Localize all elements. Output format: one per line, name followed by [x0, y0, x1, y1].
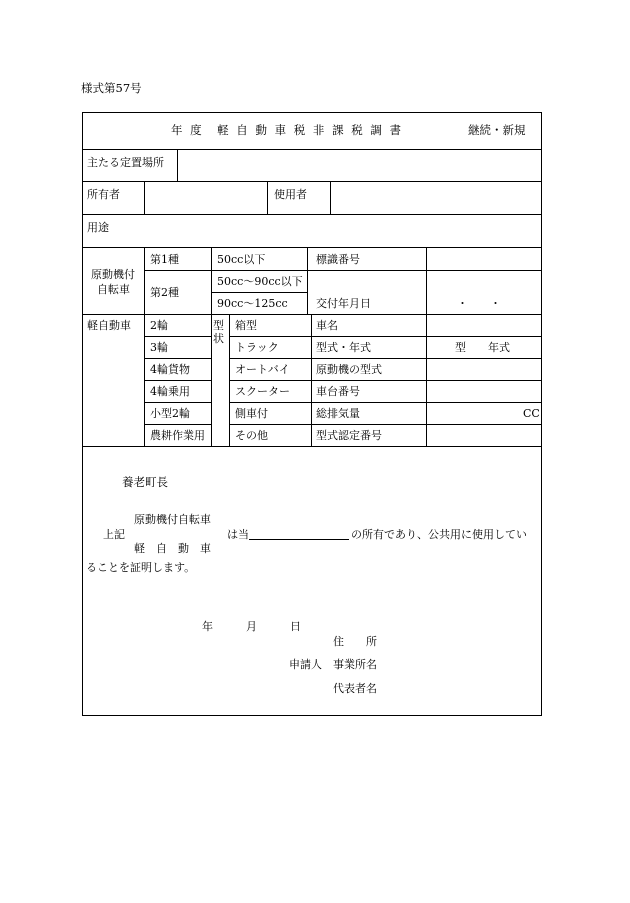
rule — [229, 402, 542, 403]
cert-text-part2: の所有であり、公共用に使用してい — [351, 528, 527, 541]
issue-date-label: 交付年月日 — [316, 297, 371, 310]
vehicle-item-label: 型式認定番号 — [316, 429, 382, 442]
rule — [177, 149, 178, 181]
wheel-type: 4輪貨物 — [150, 363, 190, 376]
rule — [229, 424, 542, 425]
addressee: 養老町長 — [122, 475, 168, 489]
form-title: 年 度 軽 自 動 車 税 非 課 税 調 書 — [171, 123, 404, 137]
rule — [144, 358, 212, 359]
purpose-label: 用途 — [87, 221, 109, 234]
rule — [82, 149, 542, 150]
vehicle-item-label: 総排気量 — [316, 407, 360, 420]
date-line: 年 月 日 — [202, 620, 301, 633]
rule — [82, 214, 542, 215]
owner-label: 所有者 — [87, 188, 120, 201]
rule — [144, 402, 212, 403]
rule — [229, 380, 542, 381]
applicant-label: 申請人 — [289, 658, 322, 671]
rule — [144, 380, 212, 381]
rule — [82, 181, 542, 182]
model-year-value: 型 年式 — [455, 341, 510, 354]
vehicle-item-label: 車台番号 — [316, 385, 360, 398]
rule — [330, 181, 331, 214]
body-shape: オートバイ — [235, 363, 290, 376]
rule — [211, 292, 307, 293]
vehicle-item-label: 車名 — [316, 319, 338, 332]
rule — [229, 336, 542, 337]
location-label: 主たる定置場所 — [87, 156, 164, 169]
rule — [144, 181, 145, 214]
plate-number-label: 標識番号 — [316, 253, 360, 266]
cert-text-line2: ることを証明します。 — [86, 561, 196, 574]
wheel-type: 農耕作業用 — [150, 429, 205, 442]
office-name-label: 事業所名 — [333, 658, 377, 671]
issue-date-value: ・ ・ — [457, 297, 501, 310]
body-shape: その他 — [235, 429, 268, 442]
rule — [307, 247, 308, 314]
moped-cc1: 50cc以下 — [217, 253, 266, 266]
user-label: 使用者 — [274, 188, 307, 201]
cert-text-part1: は当 — [227, 528, 249, 541]
wheel-type: 3輪 — [150, 341, 168, 354]
body-shape: 側車付 — [235, 407, 268, 420]
moped-label-line1: 原動機付 — [91, 268, 135, 281]
rule — [144, 247, 145, 446]
form-type-option: 継続・新規 — [468, 123, 526, 137]
vehicle-type-moped: 原動機付自転車 — [134, 513, 211, 526]
rule — [426, 247, 427, 446]
rule — [82, 247, 542, 248]
body-shape: トラック — [235, 341, 279, 354]
representative-label: 代表者名 — [333, 682, 377, 695]
vehicle-type-light: 軽 自 動 車 — [134, 542, 211, 555]
wheel-type: 小型2輪 — [150, 407, 190, 420]
vehicle-item-label: 型式・年式 — [316, 341, 371, 354]
displacement-unit: CC — [523, 407, 540, 420]
rule — [144, 336, 212, 337]
rule — [267, 181, 268, 214]
wheel-type: 4輪乗用 — [150, 385, 190, 398]
owner-name-blank — [249, 539, 349, 540]
rule — [229, 358, 542, 359]
shape-label-2: 状 — [213, 332, 224, 345]
light-vehicle-label: 軽自動車 — [87, 319, 131, 332]
body-shape: 箱型 — [235, 319, 257, 332]
jouki-label: 上記 — [103, 528, 125, 541]
moped-cc3: 90cc～125cc — [217, 297, 288, 310]
address-label: 住 所 — [333, 635, 377, 648]
moped-class1: 第1種 — [150, 253, 179, 266]
wheel-type: 2輪 — [150, 319, 168, 332]
rule — [82, 446, 542, 447]
moped-label-line2: 自転車 — [97, 283, 130, 296]
vehicle-item-label: 原動機の型式 — [316, 363, 382, 376]
form-number: 様式第57号 — [81, 81, 142, 95]
rule — [144, 424, 212, 425]
moped-cc2: 50cc～90cc以下 — [217, 275, 303, 288]
rule — [144, 270, 542, 271]
shape-label-1: 型 — [213, 319, 224, 332]
body-shape: スクーター — [235, 385, 290, 398]
moped-class2: 第2種 — [150, 286, 179, 299]
rule — [311, 314, 312, 446]
rule — [82, 314, 542, 315]
rule — [229, 314, 230, 446]
rule — [211, 247, 212, 446]
